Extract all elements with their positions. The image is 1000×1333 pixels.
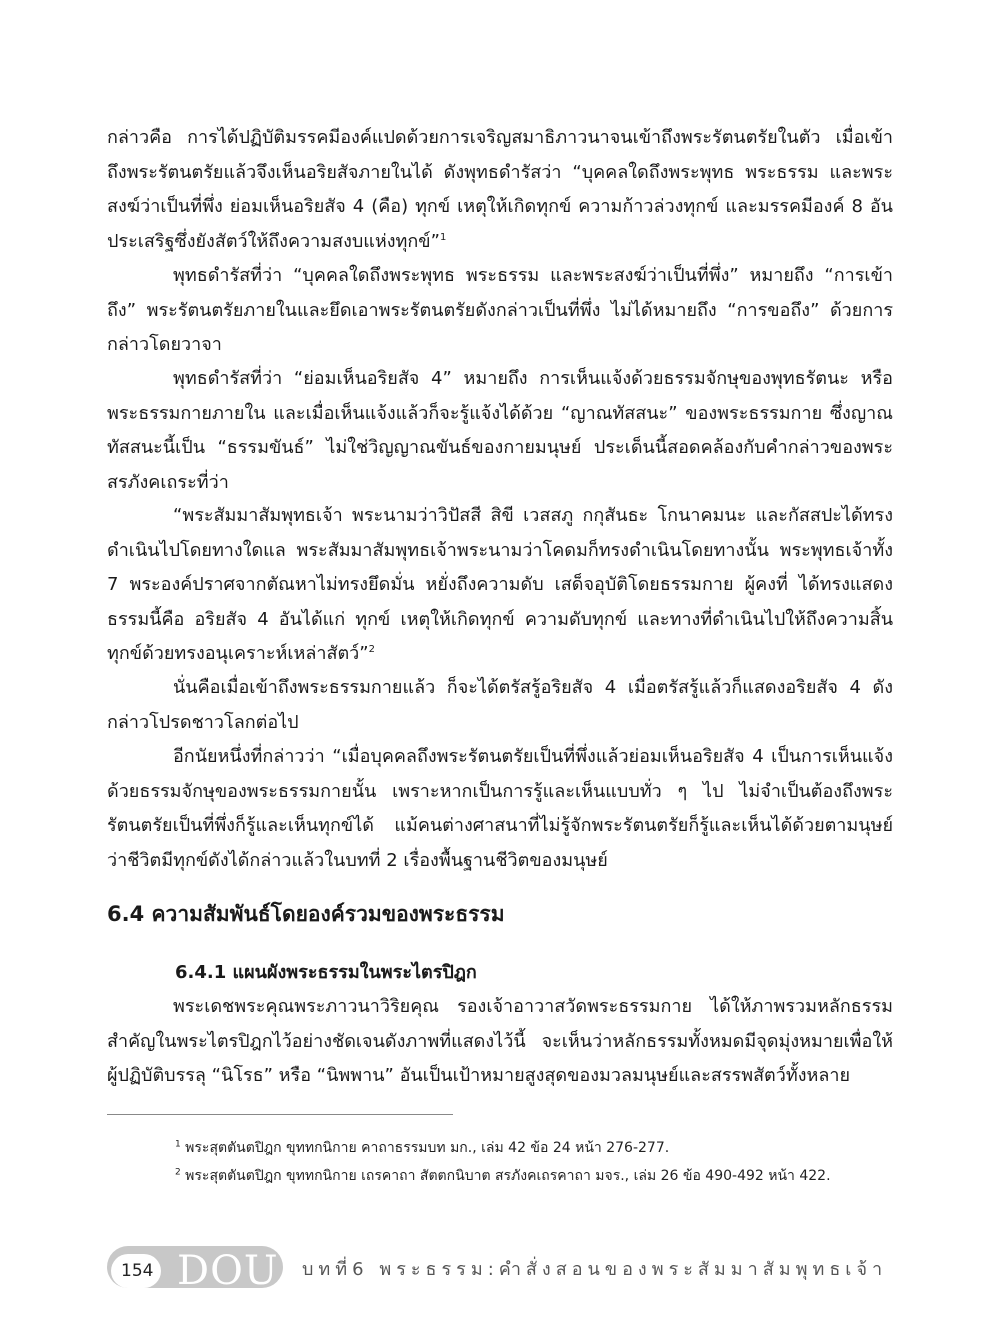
footnote-ref-1: 1 [439, 231, 447, 243]
paragraph-6: อีกนัยหนึ่งที่กล่าวว่า “เมื่อบุคคลถึงพระรัตนตรัยเป็นที่พึ่งแล้วย่อมเห็นอริยสัจ 4 เป็นการเห็นแจ้งด้วยธรรมจักษุของพระธรรมกายนั้น เพราะหากเป็นการรู้และเห็นแบบทั่ว ๆ ไป ไม่จำเป็นต้องถึงพระรัตนตรัยเป็นที่พึ่งก็รู้และเห็นทุกข์ได้ แม้คนต่างศาสนาที่ไม่รู้จักพระรัตนตรัยก็รู้และเห็นได้ด้วยตามนุษย์ว่าชีวิตมีทุกข์ดังได้กล่าวแล้วในบทที่ 2 เรื่องพื้นฐานชีวิตของมนุษย์ [107, 746, 893, 871]
chapter-title: บทที่6 พระธรรม:คำสั่งสอนของพระสัมมาสัมพุทธเจ้า [302, 1259, 888, 1280]
section-heading: 6.4 ความสัมพันธ์โดยองค์รวมของพระธรรม [107, 902, 505, 926]
paragraph-2: พุทธดำรัสที่ว่า “บุคคลใดถึงพระพุทธ พระธรรม และพระสงฆ์ว่าเป็นที่พึ่ง” หมายถึง “การเข้าถึง” พระรัตนตรัยภายในและยึดเอาพระรัตนตรัยดังกล่าวเป็นที่พึ่ง ไม่ได้หมายถึง “การขอถึง” ด้วยการกล่าวโดยวาจา [107, 265, 893, 355]
page-footer [107, 1242, 893, 1292]
footer-badge [107, 1246, 283, 1294]
paragraph-5: นั่นคือเมื่อเข้าถึงพระธรรมกายแล้ว ก็จะได้ตรัสรู้อริยสัจ 4 เมื่อตรัสรู้แล้วก็แสดงอริยสัจ 4 ดังกล่าวโปรดชาวโลกต่อไป [107, 677, 893, 733]
page-number: 154 [121, 1261, 154, 1281]
paragraph-4: “พระสัมมาสัมพุทธเจ้า พระนามว่าวิปัสสี สิขี เวสสภู กกุสันธะ โกนาคมนะ และกัสสปะได้ทรงดำเนินไปโดยทางใดแล พระสัมมาสัมพุทธเจ้าพระนามว่าโคดมก็ทรงดำเนินโดยทางนั้น พระพุทธเจ้าทั้ง 7 พระองค์ปราศจากตัณหาไม่ทรงยึดมั่น หยั่งถึงความดับ เสด็จอุบัติโดยธรรมกาย ผู้คงที่ ได้ทรงแสดงธรรมนี้คือ อริยสัจ 4 อันได้แก่ ทุกข์ เหตุให้เกิดทุกข์ ความดับทุกข์ และทางที่ดำเนินไปให้ถึงความสิ้นทุกข์ด้วยทรงอนุเคราะห์เหล่าสัตว์”$^2$ [107, 505, 893, 664]
dou-logo: DOU [177, 1248, 279, 1294]
paragraph-7: พระเดชพระคุณพระภาวนาวิริยคุณ รองเจ้าอาวาสวัดพระธรรมกาย ได้ให้ภาพรวมหลักธรรมสำคัญในพระไตรปิฎกไว้อย่างชัดเจนดังภาพที่แสดงไว้นี้ จะเห็นว่าหลักธรรมทั้งหมดมีจุดมุ่งหมายเพื่อให้ผู้ปฏิบัติบรรลุ “นิโรธ” หรือ “นิพพาน” อันเป็นเป้าหมายสูงสุดของมวลมนุษย์และสรรพสัตว์ทั้งหลาย [107, 996, 893, 1086]
subsection-heading: 6.4.1 แผนผังพระธรรมในพระไตรปิฎก [175, 962, 477, 983]
paragraph-1: กล่าวคือ การได้ปฏิบัติมรรคมีองค์แปดด้วยการเจริญสมาธิภาวนาจนเข้าถึงพระรัตนตรัยในตัว เมื่อเข้าถึงพระรัตนตรัยแล้วจึงเห็นอริยสัจภายในได้ ดังพุทธดำรัสว่า “บุคคลใดถึงพระพุทธ พระธรรม และพระสงฆ์ว่าเป็นที่พึ่ง ย่อมเห็นอริยสัจ 4 (คือ) ทุกข์ เหตุให้เกิดทุกข์ ความก้าวล่วงทุกข์ และมรรคมีองค์ 8 อันประเสริฐซึ่งยังสัตว์ให้ถึงความสงบแห่งทุกข์”$^1$ [107, 127, 893, 252]
paragraph-3: พุทธดำรัสที่ว่า “ย่อมเห็นอริยสัจ 4” หมายถึง การเห็นแจ้งด้วยธรรมจักษุของพุทธรัตนะ หรือพระธรรมกายภายใน และเมื่อเห็นแจ้งแล้วก็จะรู้แจ้งได้ด้วย “ญาณทัสสนะ” ของพระธรรมกาย ซึ่งญาณทัสสนะนี้เป็น “ธรรมขันธ์” ไม่ใช่วิญญาณขันธ์ของกายมนุษย์ ประเด็นนี้สอดคล้องกับคำกล่าวของพระสรภังคเถระที่ว่า [107, 368, 893, 493]
footnote-divider [107, 1114, 453, 1115]
footnote-ref-2: 2 [368, 644, 375, 655]
footnote-1: $^1$ พระสุตตันตปิฎก ขุททกนิกาย คาถาธรรมบท มก., เล่ม 42 ข้อ 24 หน้า 276-277. [175, 1139, 670, 1156]
footnote-2: $^2$ พระสุตตันตปิฎก ขุททกนิกาย เถรคาถา สัตตกนิบาต สรภังคเถรคาถา มจร., เล่ม 26 ข้อ 490-492 หน้า 422. [175, 1167, 831, 1184]
